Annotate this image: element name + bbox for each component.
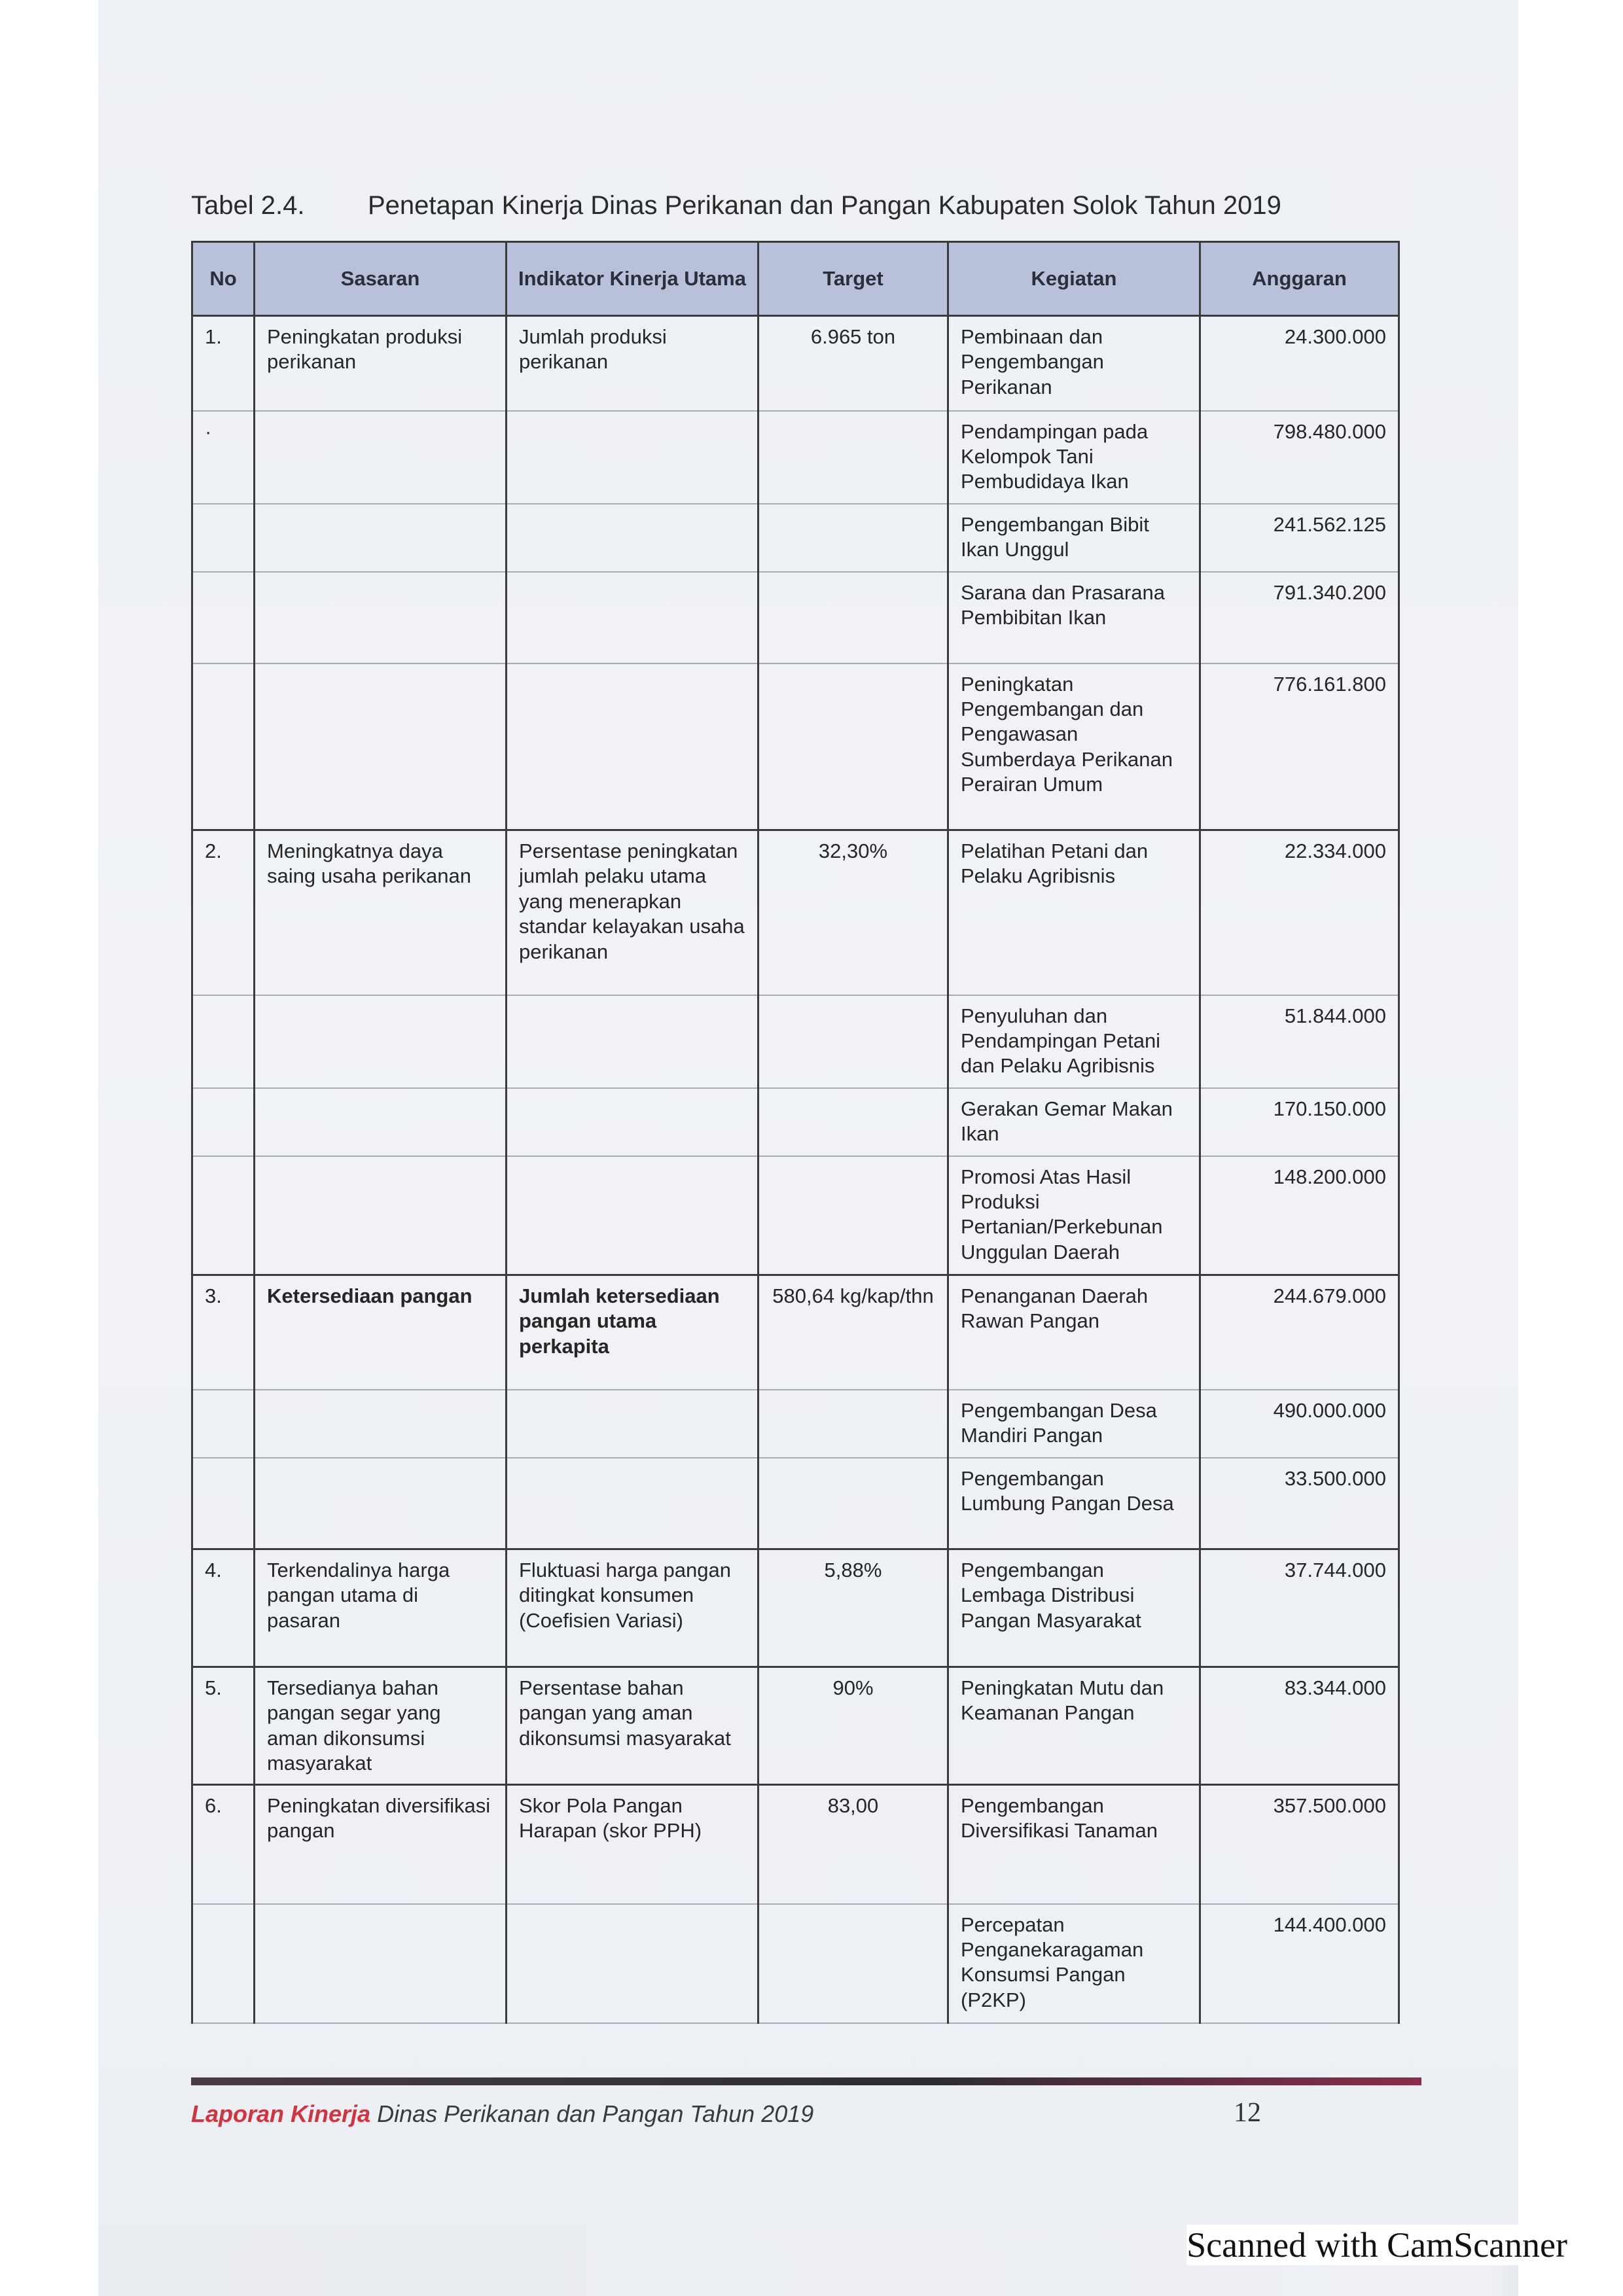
table-caption	[191, 191, 1382, 221]
row-no	[192, 1458, 255, 1549]
row-indikator: Persentase bahan pangan yang aman dikonsumsi masyarakat	[507, 1667, 758, 1785]
row-sasaran	[255, 1088, 507, 1156]
row-no	[192, 1904, 255, 2023]
row-target	[758, 504, 948, 572]
row-sasaran: Peningkatan produksi perikanan	[255, 316, 507, 411]
table-row	[192, 411, 1399, 504]
table-label: Tabel 2.4.	[191, 191, 305, 220]
header-kegiatan: Kegiatan	[948, 242, 1200, 316]
row-indikator	[507, 504, 758, 572]
row-kegiatan: Pengembangan Diversifikasi Tanaman	[948, 1785, 1200, 1904]
row-no	[192, 1390, 255, 1458]
row-target: 32,30%	[758, 830, 948, 995]
row-target	[758, 572, 948, 663]
row-sasaran: Tersedianya bahan pangan segar yang aman dikonsumsi masyarakat	[255, 1667, 507, 1785]
row-indikator	[507, 572, 758, 663]
table-row	[192, 316, 1399, 411]
row-kegiatan: Percepatan Penganekaragaman Konsumsi Pangan (P2KP)	[948, 1904, 1200, 2023]
table-row	[192, 572, 1399, 663]
table-row	[192, 663, 1399, 830]
row-kegiatan: Peningkatan Pengembangan dan Pengawasan Sumberdaya Perikanan Perairan Umum	[948, 663, 1200, 830]
row-indikator: Persentase peningkatan jumlah pelaku utama yang menerapkan standar kelayakan usaha perikanan	[507, 830, 758, 995]
scanner-watermark: Scanned with CamScanner	[1186, 2225, 1567, 2265]
header-no: No	[192, 242, 255, 316]
row-anggaran: 776.161.800	[1200, 663, 1399, 830]
table-row	[192, 995, 1399, 1088]
row-indikator	[507, 1156, 758, 1275]
row-no	[192, 1156, 255, 1275]
row-anggaran: 798.480.000	[1200, 411, 1399, 504]
row-sasaran	[255, 572, 507, 663]
row-indikator	[507, 1458, 758, 1549]
row-indikator: Skor Pola Pangan Harapan (skor PPH)	[507, 1785, 758, 1904]
row-no: ·	[192, 411, 255, 504]
row-anggaran: 490.000.000	[1200, 1390, 1399, 1458]
row-kegiatan: Gerakan Gemar Makan Ikan	[948, 1088, 1200, 1156]
row-anggaran: 37.744.000	[1200, 1549, 1399, 1667]
row-anggaran: 244.679.000	[1200, 1275, 1399, 1390]
row-anggaran: 791.340.200	[1200, 572, 1399, 663]
row-sasaran	[255, 663, 507, 830]
row-anggaran: 51.844.000	[1200, 995, 1399, 1088]
row-anggaran: 144.400.000	[1200, 1904, 1399, 2023]
row-no: 6.	[192, 1785, 255, 1904]
table-header-row	[192, 242, 1399, 316]
row-sasaran	[255, 1390, 507, 1458]
table-row	[192, 830, 1399, 995]
row-target	[758, 1904, 948, 2023]
row-sasaran: Ketersediaan pangan	[255, 1275, 507, 1390]
footer-title	[191, 2100, 813, 2128]
row-kegiatan: Pengembangan Lembaga Distribusi Pangan Masyarakat	[948, 1549, 1200, 1667]
row-target	[758, 1088, 948, 1156]
row-no	[192, 504, 255, 572]
row-sasaran	[255, 504, 507, 572]
row-no	[192, 995, 255, 1088]
row-sasaran	[255, 995, 507, 1088]
row-kegiatan: Sarana dan Prasarana Pembibitan Ikan	[948, 572, 1200, 663]
header-target: Target	[758, 242, 948, 316]
row-kegiatan: Penyuluhan dan Pendampingan Petani dan Pelaku Agribisnis	[948, 995, 1200, 1088]
row-target: 90%	[758, 1667, 948, 1785]
table-row	[192, 1156, 1399, 1275]
table-row	[192, 1390, 1399, 1458]
row-kegiatan: Pengembangan Desa Mandiri Pangan	[948, 1390, 1200, 1458]
row-sasaran: Meningkatnya daya saing usaha perikanan	[255, 830, 507, 995]
table-row	[192, 504, 1399, 572]
row-target	[758, 995, 948, 1088]
row-anggaran: 24.300.000	[1200, 316, 1399, 411]
row-indikator	[507, 995, 758, 1088]
row-indikator	[507, 411, 758, 504]
row-kegiatan: Pengembangan Lumbung Pangan Desa	[948, 1458, 1200, 1549]
row-anggaran: 357.500.000	[1200, 1785, 1399, 1904]
row-kegiatan: Peningkatan Mutu dan Keamanan Pangan	[948, 1667, 1200, 1785]
row-indikator: Jumlah ketersediaan pangan utama perkapita	[507, 1275, 758, 1390]
row-no: 3.	[192, 1275, 255, 1390]
header-sasaran: Sasaran	[255, 242, 507, 316]
row-target: 83,00	[758, 1785, 948, 1904]
header-indikator: Indikator Kinerja Utama	[507, 242, 758, 316]
row-kegiatan: Pembinaan dan Pengembangan Perikanan	[948, 316, 1200, 411]
row-target: 6.965 ton	[758, 316, 948, 411]
row-indikator: Jumlah produksi perikanan	[507, 316, 758, 411]
row-sasaran: Terkendalinya harga pangan utama di pasaran	[255, 1549, 507, 1667]
table-row	[192, 1549, 1399, 1667]
row-anggaran: 148.200.000	[1200, 1156, 1399, 1275]
footer-title-rest: Dinas Perikanan dan Pangan Tahun 2019	[377, 2100, 814, 2127]
row-sasaran	[255, 1458, 507, 1549]
row-anggaran: 241.562.125	[1200, 504, 1399, 572]
row-no	[192, 1088, 255, 1156]
row-target	[758, 411, 948, 504]
row-sasaran	[255, 1156, 507, 1275]
row-kegiatan: Promosi Atas Hasil Produksi Pertanian/Perkebunan Unggulan Daerah	[948, 1156, 1200, 1275]
row-kegiatan: Pengembangan Bibit Ikan Unggul	[948, 504, 1200, 572]
row-anggaran: 83.344.000	[1200, 1667, 1399, 1785]
row-sasaran	[255, 411, 507, 504]
row-no	[192, 663, 255, 830]
row-target	[758, 1390, 948, 1458]
table-row	[192, 1667, 1399, 1785]
table-row	[192, 1458, 1399, 1549]
table-row	[192, 1088, 1399, 1156]
row-anggaran: 170.150.000	[1200, 1088, 1399, 1156]
row-target	[758, 1156, 948, 1275]
row-indikator	[507, 663, 758, 830]
table-title: Penetapan Kinerja Dinas Perikanan dan Pangan Kabupaten Solok Tahun 2019	[368, 191, 1281, 220]
page-number: 12	[1234, 2098, 1261, 2128]
row-no: 4.	[192, 1549, 255, 1667]
row-anggaran: 33.500.000	[1200, 1458, 1399, 1549]
performance-table	[191, 241, 1400, 2024]
header-anggaran: Anggaran	[1200, 242, 1399, 316]
row-target	[758, 663, 948, 830]
row-kegiatan: Penanganan Daerah Rawan Pangan	[948, 1275, 1200, 1390]
table-row	[192, 1904, 1399, 2023]
row-target: 5,88%	[758, 1549, 948, 1667]
footer-title-accent: Laporan Kinerja	[191, 2100, 371, 2127]
row-indikator	[507, 1904, 758, 2023]
row-indikator: Fluktuasi harga pangan ditingkat konsumen (Coefisien Variasi)	[507, 1549, 758, 1667]
row-anggaran: 22.334.000	[1200, 830, 1399, 995]
row-kegiatan: Pendampingan pada Kelompok Tani Pembudidaya Ikan	[948, 411, 1200, 504]
table-row	[192, 1275, 1399, 1390]
row-no: 5.	[192, 1667, 255, 1785]
row-no	[192, 572, 255, 663]
row-kegiatan: Pelatihan Petani dan Pelaku Agribisnis	[948, 830, 1200, 995]
row-target: 580,64 kg/kap/thn	[758, 1275, 948, 1390]
row-sasaran: Peningkatan diversifikasi pangan	[255, 1785, 507, 1904]
row-no: 2.	[192, 830, 255, 995]
row-target	[758, 1458, 948, 1549]
row-indikator	[507, 1390, 758, 1458]
table-row	[192, 1785, 1399, 1904]
footer-rule	[191, 2077, 1421, 2085]
row-indikator	[507, 1088, 758, 1156]
row-no: 1.	[192, 316, 255, 411]
row-sasaran	[255, 1904, 507, 2023]
